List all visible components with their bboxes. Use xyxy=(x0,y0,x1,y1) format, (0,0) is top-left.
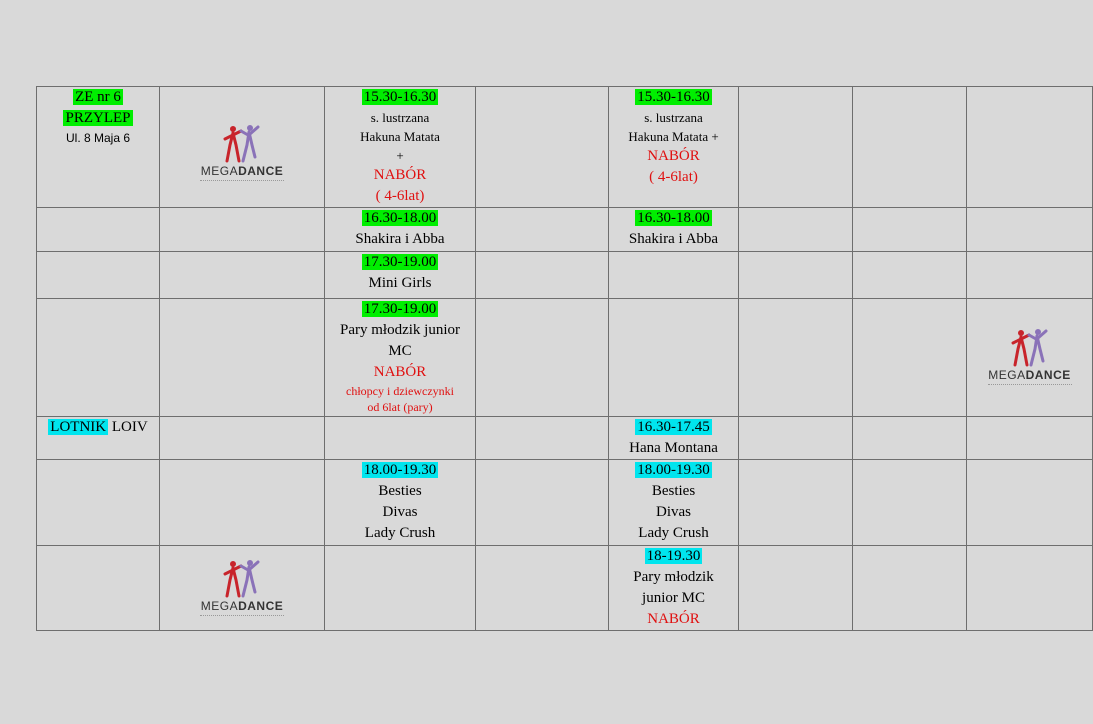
nabor-label: NABÓR xyxy=(647,148,700,164)
time-slot: 17.30-19.00 xyxy=(363,254,437,270)
empty-cell xyxy=(853,417,967,460)
empty-cell xyxy=(739,417,853,460)
megadance-logo: MEGADANCE xyxy=(200,123,284,184)
nabor-note: chłopcy i dziewczynki xyxy=(346,384,454,398)
empty-cell xyxy=(609,299,739,417)
megadance-logo: MEGADANCE xyxy=(988,327,1072,388)
nabor-label: NABÓR xyxy=(373,364,427,380)
time-slot: 16.30-17.45 xyxy=(637,419,710,435)
group-name-2: MC xyxy=(388,343,412,359)
room-label: s. lustrzana xyxy=(370,110,430,125)
group-name-2: junior MC xyxy=(642,590,705,606)
group-name: Lady Crush xyxy=(638,525,709,541)
schedule-table xyxy=(36,86,1093,631)
empty-cell xyxy=(160,299,325,417)
empty-cell xyxy=(739,87,853,208)
time-slot: 18-19.30 xyxy=(646,548,701,564)
table-row xyxy=(37,417,1093,460)
location-cell xyxy=(37,87,160,208)
empty-cell xyxy=(476,460,609,546)
empty-cell xyxy=(160,208,325,252)
schedule-cell xyxy=(325,208,476,252)
schedule-cell xyxy=(609,460,739,546)
empty-cell xyxy=(160,417,325,460)
empty-cell xyxy=(739,460,853,546)
plus-sign: + xyxy=(396,148,404,163)
table-row xyxy=(37,87,1093,208)
empty-cell xyxy=(325,417,476,460)
empty-cell xyxy=(853,208,967,252)
empty-cell xyxy=(739,208,853,252)
dancers-icon xyxy=(1009,327,1051,369)
group-name: Besties xyxy=(378,483,422,499)
group-name: Divas xyxy=(656,504,691,520)
empty-cell xyxy=(853,87,967,208)
empty-cell xyxy=(967,208,1093,252)
empty-cell xyxy=(853,460,967,546)
empty-cell xyxy=(739,546,853,631)
time-slot: 18.00-19.30 xyxy=(363,462,437,478)
table-row xyxy=(37,546,1093,631)
empty-cell xyxy=(476,252,609,299)
location-cell xyxy=(37,417,160,460)
empty-cell xyxy=(967,417,1093,460)
empty-cell xyxy=(476,299,609,417)
schedule-cell xyxy=(325,87,476,208)
location-name: LOTNIK xyxy=(50,419,107,435)
empty-cell xyxy=(853,299,967,417)
age-label: ( 4-6lat) xyxy=(375,188,425,204)
table-row xyxy=(37,460,1093,546)
schedule-cell xyxy=(325,299,476,417)
location-name: ZE nr 6 xyxy=(75,89,121,105)
group-name: Shakira i Abba xyxy=(628,231,719,247)
dancers-icon xyxy=(221,123,263,165)
empty-cell xyxy=(739,252,853,299)
nabor-note-2: od 6lat (pary) xyxy=(367,400,433,414)
group-name: Shakira i Abba xyxy=(355,231,445,247)
logo-cell xyxy=(967,299,1093,417)
empty-cell xyxy=(476,208,609,252)
empty-cell xyxy=(37,252,160,299)
empty-cell xyxy=(853,546,967,631)
megadance-logo: MEGADANCE xyxy=(200,558,284,619)
time-slot: 16.30-18.00 xyxy=(363,210,437,226)
location-suffix: LOIV xyxy=(108,419,148,435)
age-label: ( 4-6lat) xyxy=(649,169,698,185)
empty-cell xyxy=(37,299,160,417)
empty-cell xyxy=(476,417,609,460)
table-row xyxy=(37,252,1093,299)
schedule-cell xyxy=(609,546,739,631)
table-row xyxy=(37,299,1093,417)
empty-cell xyxy=(37,208,160,252)
group-name: Besties xyxy=(651,483,696,499)
time-slot: 18.00-19.30 xyxy=(637,462,710,478)
logo-cell xyxy=(160,546,325,631)
table-row xyxy=(37,208,1093,252)
schedule-cell xyxy=(609,417,739,460)
empty-cell xyxy=(160,252,325,299)
group-name: Hana Montana xyxy=(629,440,718,456)
empty-cell xyxy=(609,252,739,299)
group-name: Pary młodzik xyxy=(633,569,714,585)
dancers-icon xyxy=(221,558,263,600)
logo-cell xyxy=(160,87,325,208)
nabor-label: NABÓR xyxy=(647,611,700,627)
empty-cell xyxy=(160,460,325,546)
time-slot: 15.30-16.30 xyxy=(637,89,710,105)
time-slot: 15.30-16.30 xyxy=(363,89,437,105)
schedule-cell xyxy=(325,252,476,299)
group-name: Divas xyxy=(382,504,418,520)
empty-cell xyxy=(967,252,1093,299)
empty-cell xyxy=(853,252,967,299)
room-label: s. lustrzana xyxy=(644,110,703,125)
group-name: Hakuna Matata + xyxy=(628,129,719,144)
empty-cell xyxy=(37,460,160,546)
location-address: Ul. 8 Maja 6 xyxy=(65,131,131,145)
group-name: Hakuna Matata xyxy=(360,129,440,144)
empty-cell xyxy=(325,546,476,631)
empty-cell xyxy=(476,87,609,208)
empty-cell xyxy=(739,299,853,417)
group-name: Pary młodzik junior xyxy=(340,322,460,338)
schedule-cell xyxy=(609,87,739,208)
location-name-2: PRZYLEP xyxy=(65,110,131,126)
schedule-cell xyxy=(609,208,739,252)
nabor-label: NABÓR xyxy=(373,167,427,183)
empty-cell xyxy=(967,546,1093,631)
empty-cell xyxy=(37,546,160,631)
empty-cell xyxy=(476,546,609,631)
group-name: Mini Girls xyxy=(368,275,432,291)
time-slot: 17.30-19.00 xyxy=(363,301,437,317)
empty-cell xyxy=(967,460,1093,546)
empty-cell xyxy=(967,87,1093,208)
group-name: Lady Crush xyxy=(364,525,436,541)
time-slot: 16.30-18.00 xyxy=(637,210,710,226)
schedule-cell xyxy=(325,460,476,546)
